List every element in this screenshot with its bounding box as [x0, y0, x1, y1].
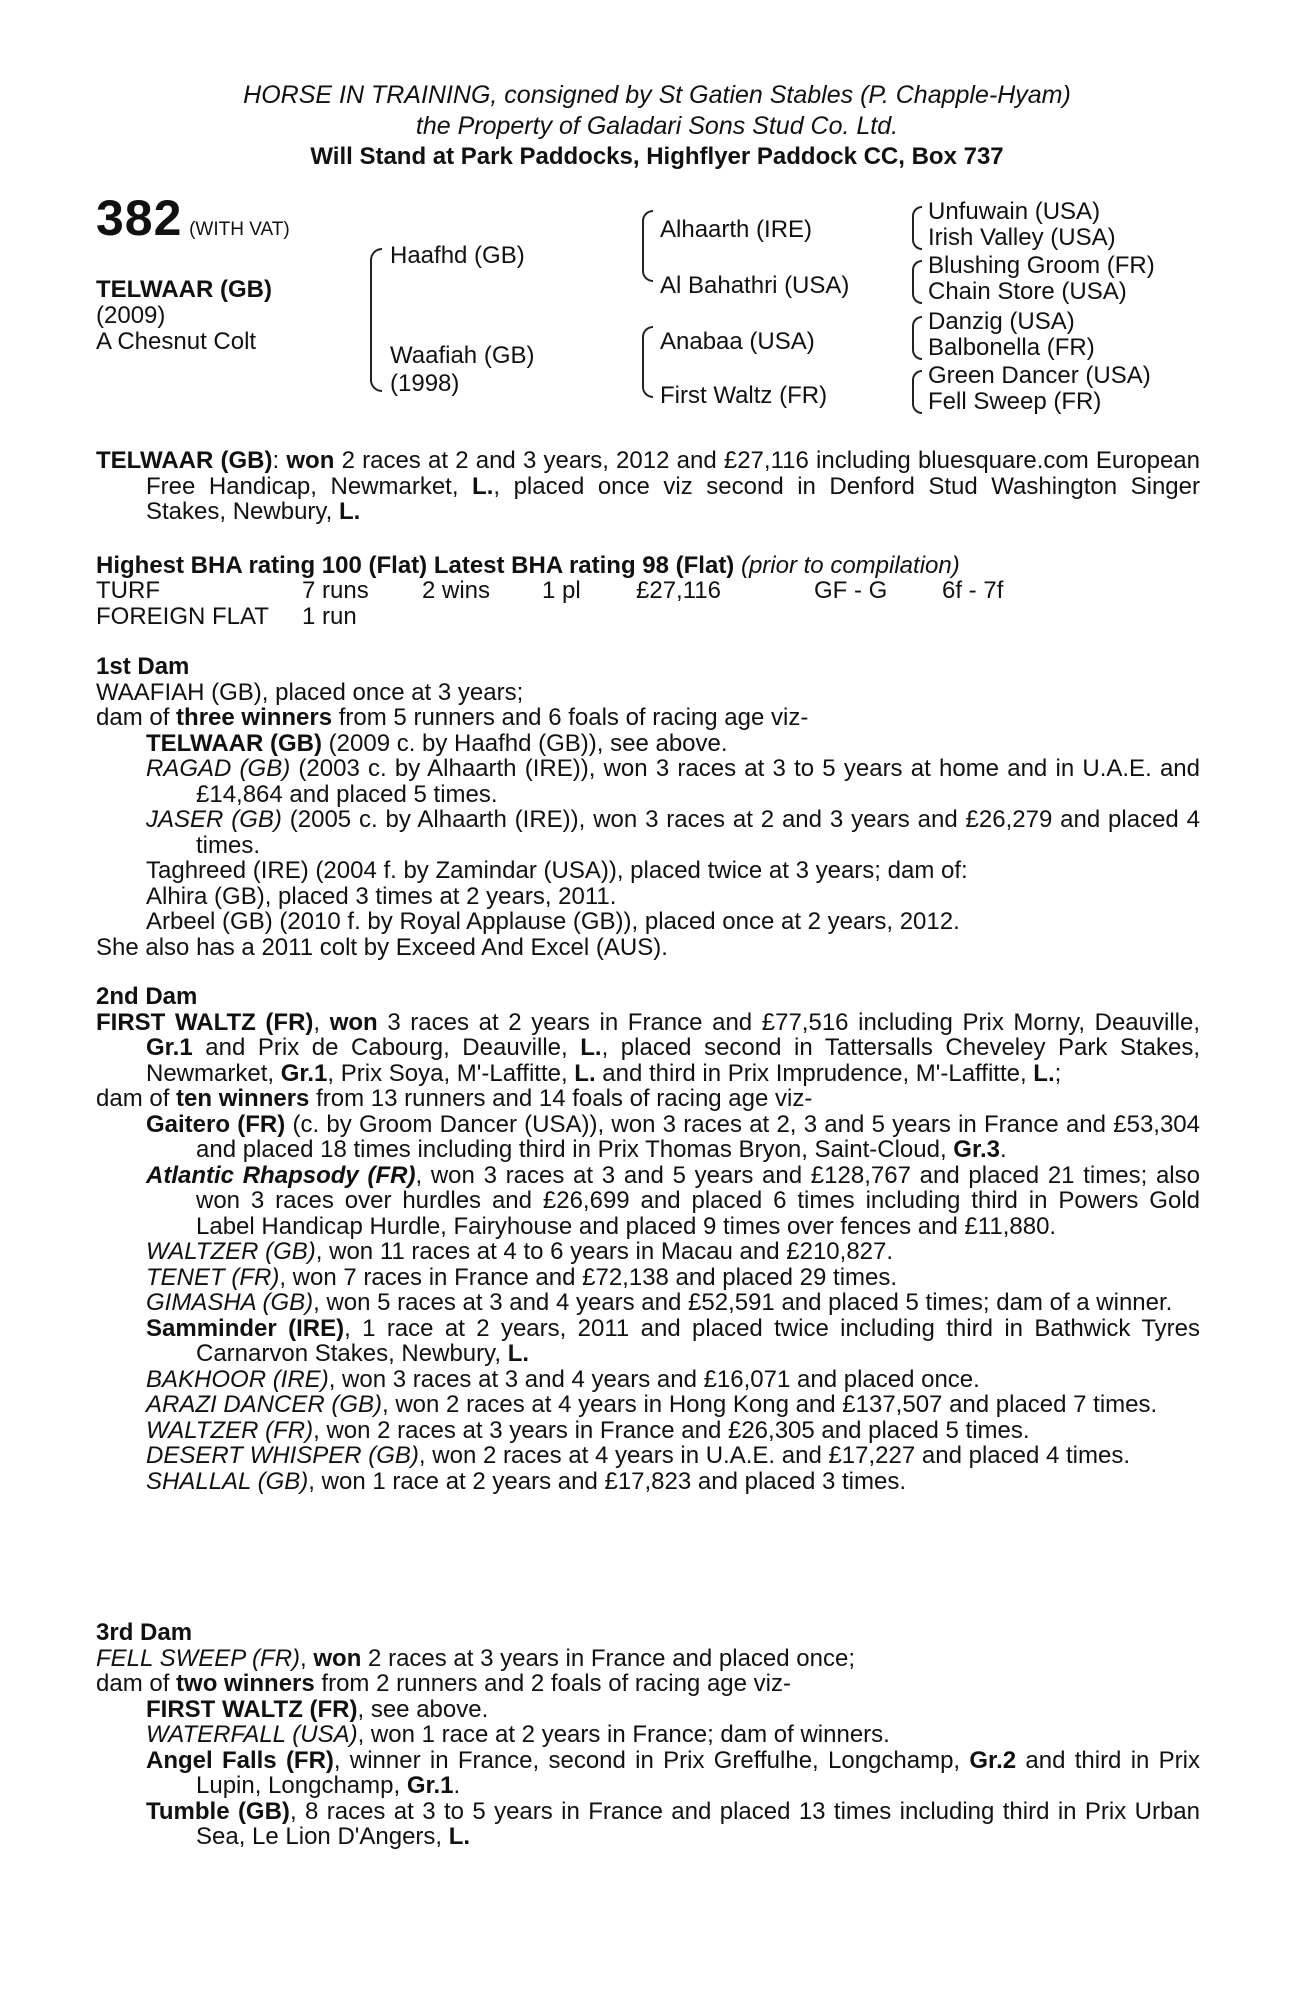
pedigree-brace: [642, 210, 653, 282]
lot-header: [0, 80, 1314, 142]
produce-entry: SHALLAL (GB), won 1 race at 2 years and £17,823 and placed 3 times.: [146, 1467, 907, 1495]
pedigree-brace: [912, 260, 922, 304]
sire-sire: Alhaarth (IRE): [660, 216, 813, 243]
sire-dam: Al Bahathri (USA): [660, 272, 850, 299]
lot-number-row: [96, 190, 290, 246]
horse-name: TELWAAR (GB): [96, 276, 272, 303]
third-dam-section: [96, 1620, 1200, 1850]
produce-entry: Gaitero (FR) (c. by Groom Dancer (USA)), won 3 races at 2, 3 and 5 years in France and £53,304 and placed 18 times including third in Prix Thomas Bryon, Saint-Cloud, Gr.3.: [146, 1110, 1200, 1163]
pedigree-brace: [912, 206, 922, 250]
pedigree-brace: [642, 326, 653, 398]
produce-entry: GIMASHA (GB), won 5 races at 3 and 4 years and £52,591 and placed 5 times; dam of a winner.: [146, 1289, 1173, 1316]
second-dam-section: [96, 984, 1200, 1494]
dam-produce-line: dam of three winners from 5 runners and 6 foals of racing age viz-: [96, 704, 809, 731]
also-note: She also has a 2011 colt by Exceed And Excel (AUS).: [96, 933, 668, 961]
pedigree-brace: [912, 370, 922, 414]
dam-line: FIRST WALTZ (FR), won 3 races at 2 years in France and £77,516 including Prix Morny, Deauville, Gr.1 and Prix de Cabourg, Deauville, L., placed second in Tattersalls Cheveley Park Stakes, Newmarket, Gr.1, Prix Soya, M'-Laffitte, L. and third in Prix Imprudence, M'-Laffitte, L.;: [96, 1008, 1201, 1087]
produce-entry: Taghreed (IRE) (2004 f. by Zamindar (USA)), placed twice at 3 years; dam of:: [146, 857, 968, 884]
race-record: [96, 448, 1200, 630]
dam-year: (1998): [390, 370, 460, 397]
dam-produce-line: dam of two winners from 2 runners and 2 foals of racing age viz-: [96, 1670, 791, 1697]
produce-subentry: Tumble (GB), 8 races at 3 to 5 years in France and placed 13 times including third in Prix Urban Sea, Le Lion D'Angers, L.: [146, 1797, 1200, 1850]
produce-subentry: Samminder (IRE), 1 race at 2 years, 2011 and placed twice including third in Bathwick Tyres Carnarvon Stakes, Newbury, L.: [146, 1314, 1200, 1367]
produce-entry: Arbeel (GB) (2010 f. by Royal Applause (GB)), placed once at 2 years, 2012.: [146, 908, 960, 935]
grandsire-1: Unfuwain (USA): [928, 198, 1101, 225]
produce-entry: JASER (GB) (2005 c. by Alhaarth (IRE)), won 3 races at 2 and 3 years and £26,279 and placed 4 times.: [146, 806, 1200, 859]
lot-number: 382: [96, 190, 183, 246]
granddam-2: Chain Store (USA): [928, 278, 1127, 305]
stabling-line: Will Stand at Park Paddocks, Highflyer Paddock CC, Box 737: [310, 143, 1004, 170]
section-heading: 3rd Dam: [96, 1619, 193, 1646]
grandsire-3: Danzig (USA): [928, 308, 1075, 335]
first-dam-section: [96, 654, 1200, 960]
produce-entry: TENET (FR), won 7 races in France and £72,138 and placed 29 times.: [146, 1263, 898, 1291]
produce-entry: BAKHOOR (IRE), won 3 races at 3 and 4 years and £16,071 and placed once.: [146, 1365, 980, 1393]
grandsire-4: Green Dancer (USA): [928, 362, 1151, 389]
pedigree-table: [0, 190, 1314, 438]
produce-list: [96, 1112, 1200, 1495]
turf-stats-row: TURF 7 runs 2 wins 1 pl £27,116 GF - G 6f - 7f: [96, 577, 1004, 604]
pedigree-brace: [912, 316, 922, 360]
property-line: the Property of Galadari Sons Stud Co. Ltd.: [415, 112, 899, 140]
produce-entry: TELWAAR (GB) (2009 c. by Haafhd (GB)), see above.: [146, 729, 728, 757]
summary-paragraph: TELWAAR (GB): won 2 races at 2 and 3 years, 2012 and £27,116 including bluesquare.com European Free Handicap, Newmarket, L., placed once viz second in Denford Stud Washington Singer Stakes, Newbury, L.: [96, 447, 1200, 525]
dam-dam: First Waltz (FR): [660, 382, 828, 409]
sire: Haafhd (GB): [390, 242, 525, 269]
produce-entry: Atlantic Rhapsody (FR), won 3 races at 3 and 5 years and £128,767 and placed 21 times; also won 3 races over hurdles and £26,699 and placed 6 times including third in Powers Gold Label Handicap Hurdle, Fairyhouse and placed 9 times over fences and £11,880.: [146, 1161, 1200, 1240]
dam-line: WAAFIAH (GB), placed once at 3 years;: [96, 678, 524, 706]
produce-entry: WALTZER (GB), won 11 races at 4 to 6 years in Macau and £210,827.: [146, 1238, 894, 1265]
dam: Waafiah (GB): [390, 342, 535, 369]
dam-line: FELL SWEEP (FR), won 2 races at 3 years in France and placed once;: [96, 1644, 856, 1672]
produce-entry: FIRST WALTZ (FR), see above.: [146, 1695, 489, 1723]
produce-subentry: Alhira (GB), placed 3 times at 2 years, 2011.: [146, 882, 617, 910]
produce-list: [96, 731, 1200, 935]
produce-subentry: Angel Falls (FR), winner in France, second in Prix Greffulhe, Longchamp, Gr.2 and third in Prix Lupin, Longchamp, Gr.1.: [146, 1746, 1200, 1799]
foreign-stats-row: FOREIGN FLAT 1 run: [96, 603, 357, 630]
pedigree-brace: [370, 248, 382, 392]
granddam-4: Fell Sweep (FR): [928, 388, 1102, 415]
produce-list: [96, 1697, 1200, 1850]
produce-entry: ARAZI DANCER (GB), won 2 races at 4 years in Hong Kong and £137,507 and placed 7 times.: [146, 1391, 1158, 1418]
granddam-3: Balbonella (FR): [928, 334, 1095, 361]
produce-entry: DESERT WHISPER (GB), won 2 races at 4 years in U.A.E. and £17,227 and placed 4 times.: [146, 1442, 1131, 1469]
bha-rating: Highest BHA rating 100 (Flat) Latest BHA rating 98 (Flat) (prior to compilation): [96, 551, 960, 579]
section-heading: 2nd Dam: [96, 983, 198, 1010]
foaling-year: (2009): [96, 302, 166, 329]
produce-entry: RAGAD (GB) (2003 c. by Alhaarth (IRE)), won 3 races at 3 to 5 years at home and in U.A.E. and £14,864 and placed 5 times.: [146, 755, 1200, 808]
dam-sire: Anabaa (USA): [660, 328, 815, 355]
horse-description: A Chesnut Colt: [96, 328, 257, 355]
dam-produce-line: dam of ten winners from 13 runners and 14 foals of racing age viz-: [96, 1085, 813, 1112]
consignor-line: HORSE IN TRAINING, consigned by St Gatien Stables (P. Chapple-Hyam): [243, 81, 1071, 109]
granddam-1: Irish Valley (USA): [928, 224, 1116, 251]
produce-entry: WATERFALL (USA), won 1 race at 2 years in France; dam of winners.: [146, 1721, 890, 1748]
section-heading: 1st Dam: [96, 653, 190, 680]
produce-entry: WALTZER (FR), won 2 races at 3 years in France and £26,305 and placed 5 times.: [146, 1416, 1030, 1444]
vat-note: (WITH VAT): [189, 219, 290, 240]
grandsire-2: Blushing Groom (FR): [928, 252, 1155, 279]
